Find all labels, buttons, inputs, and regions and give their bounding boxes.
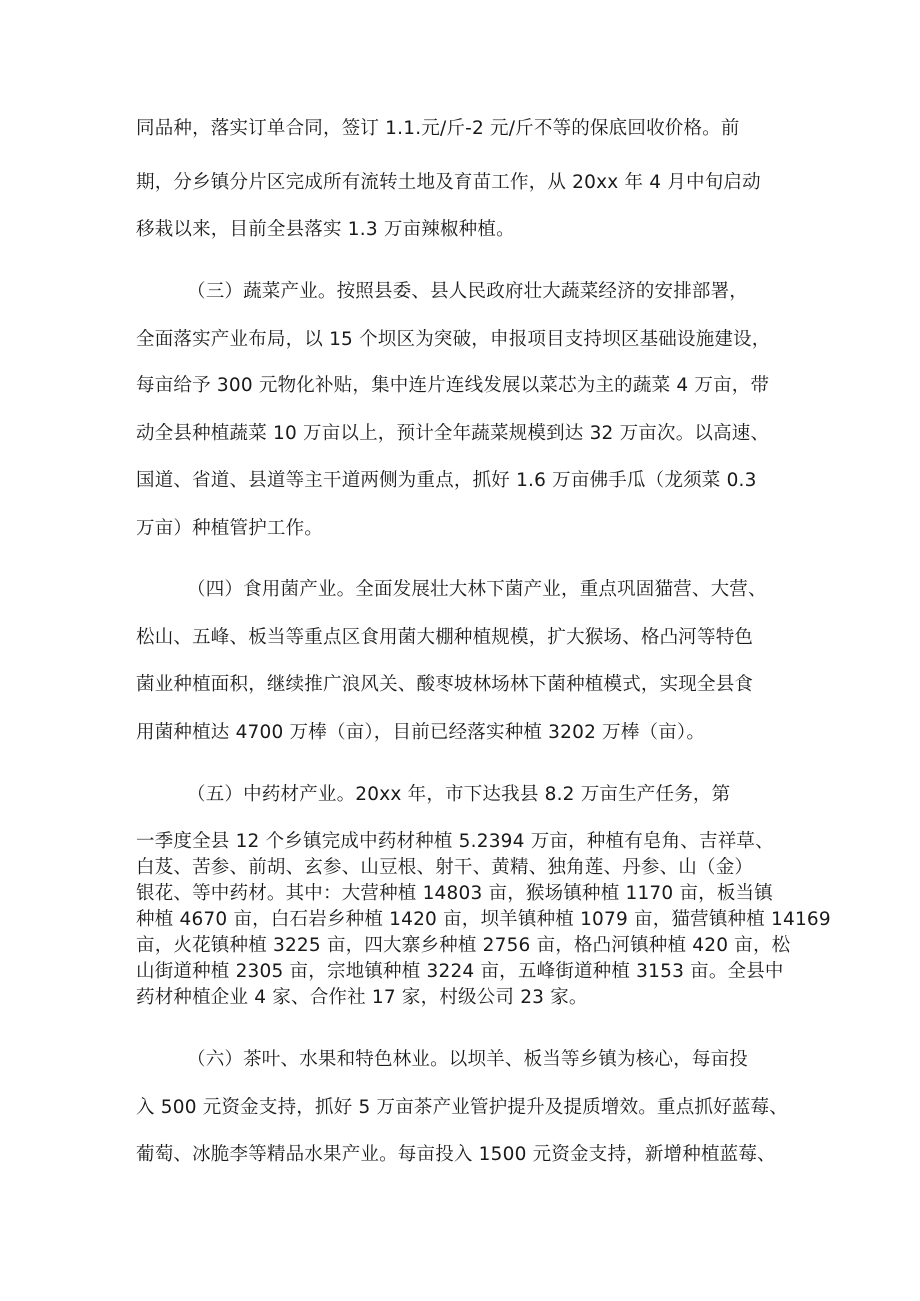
text-line: 每亩给予 300 元物化补贴，集中连片连线发展以菜芯为主的蔬菜 4 万亩，带 [136,375,770,396]
text-line: 入 500 元资金支持，抓好 5 万亩茶产业管护提升及提质增效。重点抓好蓝莓、 [136,1097,788,1118]
section-heading-line: （三）蔬菜产业。按照县委、县人民政府壮大蔬菜经济的安排部署， [187,281,749,302]
section-heading-line: （四）食用菌产业。全面发展壮大林下菌产业，重点巩固猫营、大营、 [187,579,767,600]
section-heading-line: （五）中药材产业。20xx 年，市下达我县 8.2 万亩生产任务，第 [187,784,731,805]
text-line: 全面落实产业布局，以 15 个坝区为突破，申报项目支持坝区基础设施建设， [136,329,771,350]
text-line: 山街道种植 2305 亩，宗地镇种植 3224 亩，五峰街道种植 3153 亩。全县中 [136,961,784,982]
text-line: 松山、五峰、板当等重点区食用菌大棚种植规模，扩大猴场、格凸河等特色 [136,627,754,648]
text-line: 同品种，落实订单合同，签订 1.1.元/斤-2 元/斤不等的保底回收价格。前 [136,118,740,139]
text-line: 万亩）种植管护工作。 [136,518,324,539]
text-line: 药材种植企业 4 家、合作社 17 家，村级公司 23 家。 [136,987,588,1008]
text-line: 亩，火花镇种植 3225 亩，四大寨乡种植 2756 亩，格凸河镇种植 420 亩，松 [136,935,791,956]
text-line: 银花、等中药材。其中：大营种植 14803 亩，猴场镇种植 1170 亩，板当镇 [136,883,773,904]
section-heading-line: （六）茶叶、水果和特色林业。以坝羊、板当等乡镇为核心，每亩投 [187,1049,749,1070]
text-line: 菌业种植面积，继续推广浪风关、酸枣坡林场林下菌种植模式，实现全县食 [136,674,754,695]
text-line: 动全县种植蔬菜 10 万亩以上，预计全年蔬菜规模到达 32 万亩次。以高速、 [136,423,770,444]
text-line: 移栽以来，目前全县落实 1.3 万亩辣椒种植。 [136,219,515,240]
text-line: 期，分乡镇分片区完成所有流转土地及育苗工作，从 20xx 年 4 月中旬启动 [136,172,761,193]
text-line: 白芨、苦参、前胡、玄参、山豆根、射干、黄精、独角莲、丹参、山（金） [136,857,754,878]
text-line: 葡萄、冰脆李等精品水果产业。每亩投入 1500 元资金支持，新增种植蓝莓、 [136,1144,776,1165]
text-line: 国道、省道、县道等主干道两侧为重点，抓好 1.6 万亩佛手瓜（龙须菜 0.3 [136,470,757,491]
text-line: 一季度全县 12 个乡镇完成中药材种植 5.2394 万亩，种植有皂角、吉祥草、 [136,831,774,852]
text-line: 用菌种植达 4700 万棒（亩），目前已经落实种植 3202 万棒（亩）。 [136,722,706,743]
text-line: 种植 4670 亩，白石岩乡种植 1420 亩，坝羊镇种植 1079 亩，猫营镇种植 14169 [136,909,831,930]
